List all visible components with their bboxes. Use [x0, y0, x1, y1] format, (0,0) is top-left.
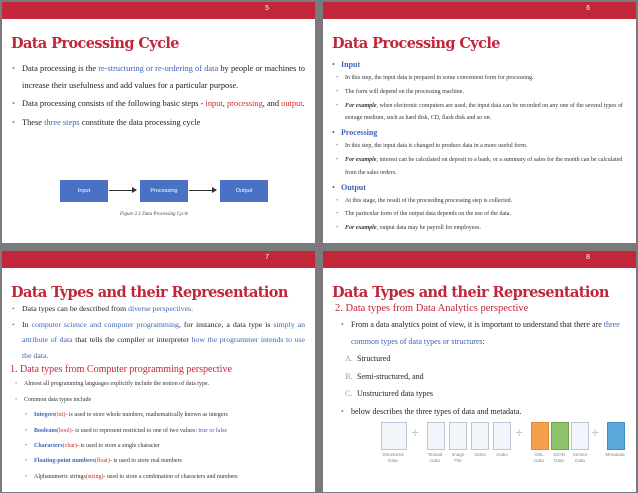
figure-label: Video: [474, 452, 486, 457]
page-number: 7: [265, 254, 269, 261]
list-item: • For example, interest can be calculated on deposit to a bank, or a summary of sales for the month can be calculated from the sales orders.: [331, 154, 626, 180]
list-item: • For example, output data may be payroll for employees.: [331, 222, 626, 235]
slide-title: Data Types and their Representation: [332, 284, 609, 301]
figure-label: XML Data: [534, 452, 544, 463]
page-number: 8: [586, 254, 590, 261]
metadata-icon: [607, 422, 625, 450]
slide-body: [10, 301, 305, 485]
bullet-analytics: • From a data analytics point of view, it is important to understand that there are three common types of data types or structures:: [339, 316, 626, 350]
list-item: • The form will depend on the processing machine.: [331, 86, 626, 99]
video-icon: [471, 422, 489, 450]
sensor-icon: [571, 422, 589, 450]
figure-label: Audio: [496, 452, 508, 457]
arrow-icon: [109, 190, 136, 191]
list-item: • Almost all programming languages explicitly include the notion of data type.: [10, 377, 305, 392]
figure-label: Metadata: [605, 452, 625, 457]
figure-label: JSON Data: [552, 452, 566, 463]
input-heading: • Input: [331, 58, 626, 72]
bullet-definition: • In computer science and computer programming, for instance, a data type is simply an attribute of data that tells the compiler or interpreter how the programmer intends to use the data.: [10, 317, 305, 364]
plus-icon: +: [411, 424, 420, 440]
slide-body: [331, 301, 626, 420]
slide-header-bar: [323, 2, 636, 19]
list-item: B. Semi-structured, and: [345, 371, 424, 381]
figure-label: Structured Data: [382, 452, 404, 463]
plus-icon: +: [591, 424, 600, 440]
slide-title: Data Types and their Representation: [11, 284, 288, 301]
image-icon: [449, 422, 467, 450]
figure-label: Image File: [451, 452, 465, 463]
arrow-icon: [189, 190, 216, 191]
slide-5: [2, 2, 315, 243]
json-icon: [551, 422, 569, 450]
output-heading: • Output: [331, 181, 626, 195]
data-type-item: • Floating-point numbers(float)- is used to store real numbers: [10, 454, 305, 469]
list-item: A. Structured: [345, 354, 391, 363]
list-item: • Common data types include: [10, 393, 305, 408]
list-item: • At this stage, the result of the proceeding processing step is collected.: [331, 195, 626, 208]
bullet-figure-intro: • below describes the three types of data and metadata.: [339, 403, 626, 420]
data-type-item: • Alphanumeric strings(string)- used to store a combination of characters and numbers: [10, 470, 305, 485]
data-types-figure: [371, 416, 631, 490]
processing-box: Processing: [140, 180, 188, 202]
section-heading: 1. Data types from Computer programming perspective: [10, 364, 232, 376]
bullet-definition: • Data processing is the re-structuring or re-ordering of data by people or machines to increase their usefulness and add values for a particular purpose.: [10, 60, 305, 94]
page-number: 5: [265, 5, 269, 12]
document-icon: [427, 422, 445, 450]
data-type-item: • Characters(char)- is used to store a single character: [10, 439, 305, 454]
slide-body: [10, 60, 305, 132]
section-heading: 2. Data types from Data Analytics perspective: [335, 303, 529, 314]
slide-7: [2, 251, 315, 492]
slide-8: [323, 251, 636, 492]
input-box: Input: [60, 180, 108, 202]
bullet-steps: • Data processing consists of the following basic steps - input, processing, and output.: [10, 95, 305, 112]
figure-label: Textual Data: [427, 452, 443, 463]
figure-caption: Figure 2.1 Data Processing Cycle: [120, 212, 189, 217]
slide-body: [331, 58, 626, 236]
plus-icon: +: [515, 424, 524, 440]
processing-heading: • Processing: [331, 126, 626, 140]
list-item: • The particular form of the output data depends on the use of the data.: [331, 208, 626, 221]
slide-header-bar: [323, 251, 636, 268]
slide-6: [323, 2, 636, 243]
slide-header-bar: [2, 251, 315, 268]
bullet-cycle: • These three steps constitute the data processing cycle: [10, 114, 305, 131]
bullet-perspectives: • Data types can be described from diverse perspectives.: [10, 301, 305, 317]
list-item: • For example, when electronic computers are used, the input data can be recorded on any one of the several types of storage medium, such as hard disk, CD, flash disk and so on.: [331, 100, 626, 126]
processing-cycle-diagram: [60, 180, 270, 202]
slide-title: Data Processing Cycle: [11, 35, 179, 52]
figure-label: Sensor Data: [572, 452, 588, 463]
data-type-item: • Booleans(bool)- is used to represent restricted to one of two values: true or false: [10, 424, 305, 439]
list-item: C. Unstructured data types: [345, 389, 433, 398]
data-type-item: • Integers(int)- is used to store whole numbers, mathematically known as integers: [10, 408, 305, 423]
output-box: Output: [220, 180, 268, 202]
list-item: • In this step, the input data is prepared in some convenient form for processing.: [331, 72, 626, 85]
slide-title: Data Processing Cycle: [332, 35, 500, 52]
table-icon: [381, 422, 407, 450]
audio-icon: [493, 422, 511, 450]
slide-header-bar: [2, 2, 315, 19]
list-item: • In this step, the input data is changed to produce data in a more useful form.: [331, 140, 626, 153]
page-number: 6: [586, 5, 590, 12]
xml-icon: [531, 422, 549, 450]
